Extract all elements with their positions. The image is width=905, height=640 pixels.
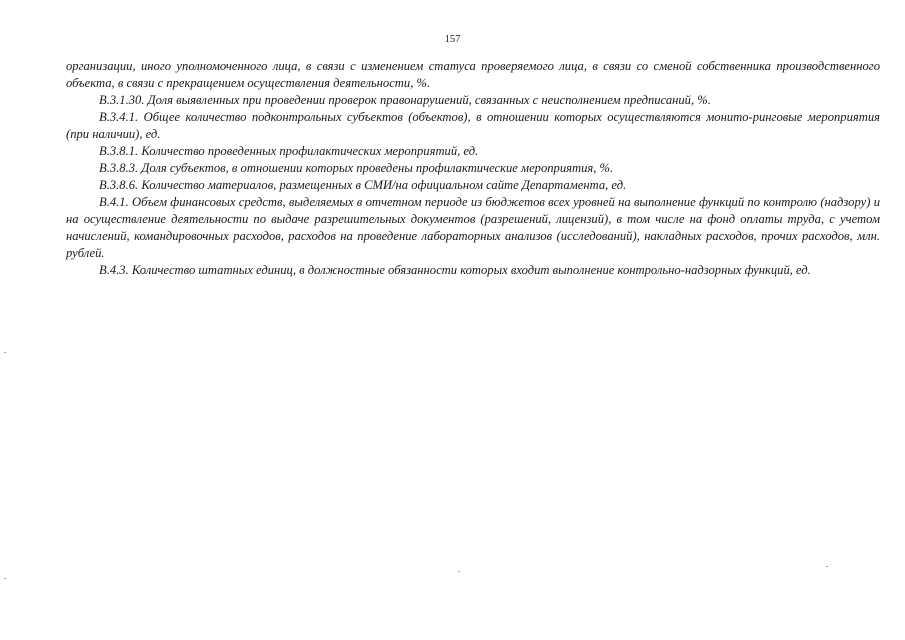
- paragraph-b3-1-30: В.3.1.30. Доля выявленных при проведении проверок правонарушений, связанных с неисполнением предписаний, %.: [99, 93, 711, 107]
- paragraph-b3-8-6: В.3.8.6. Количество материалов, размещенных в СМИ/на официальном сайте Департамента, ед.: [99, 178, 627, 192]
- paragraph-continuation: организации, иного уполномоченного лица, в связи с изменением статуса проверяемого лица, в связи со сменой собственника производственного объекта, в связи с прекращением осуществления деятельности, %.: [66, 59, 880, 90]
- paragraph-b3-4-1: В.3.4.1. Общее количество подконтрольных субъектов (объектов), в отношении которых осуществляются монито-ринговые мероприятия (при наличии), ед.: [66, 110, 880, 141]
- paragraph-b3-8-1: В.3.8.1. Количество проведенных профилактических мероприятий, ед.: [99, 144, 479, 158]
- paragraph-b3-8-3: В.3.8.3. Доля субъектов, в отношении которых проведены профилактические мероприятия, %.: [99, 161, 614, 175]
- scan-speck: [458, 571, 460, 572]
- document-body: [66, 58, 880, 279]
- paragraph-b4-1: В.4.1. Объем финансовых средств, выделяемых в отчетном периоде из бюджетов всех уровней на выполнение функций по контролю (надзору) и на осуществление деятельности по выдаче разрешительных документов (разрешений, лицензий), в том числе на фонд оплаты труда, с учетом начислений, командировочных расходов, расходов на проведение лабораторных анализов (исследований), накладных расходов, прочих расходов, млн. рублей.: [66, 195, 880, 260]
- paragraph-b4-3: В.4.3. Количество штатных единиц, в должностные обязанности которых входит выполнение контрольно-надзорных функций, ед.: [99, 263, 811, 277]
- scan-speck: [4, 352, 6, 353]
- scan-speck: [4, 578, 6, 579]
- page-number: 157: [444, 34, 461, 45]
- scan-speck: [826, 566, 828, 567]
